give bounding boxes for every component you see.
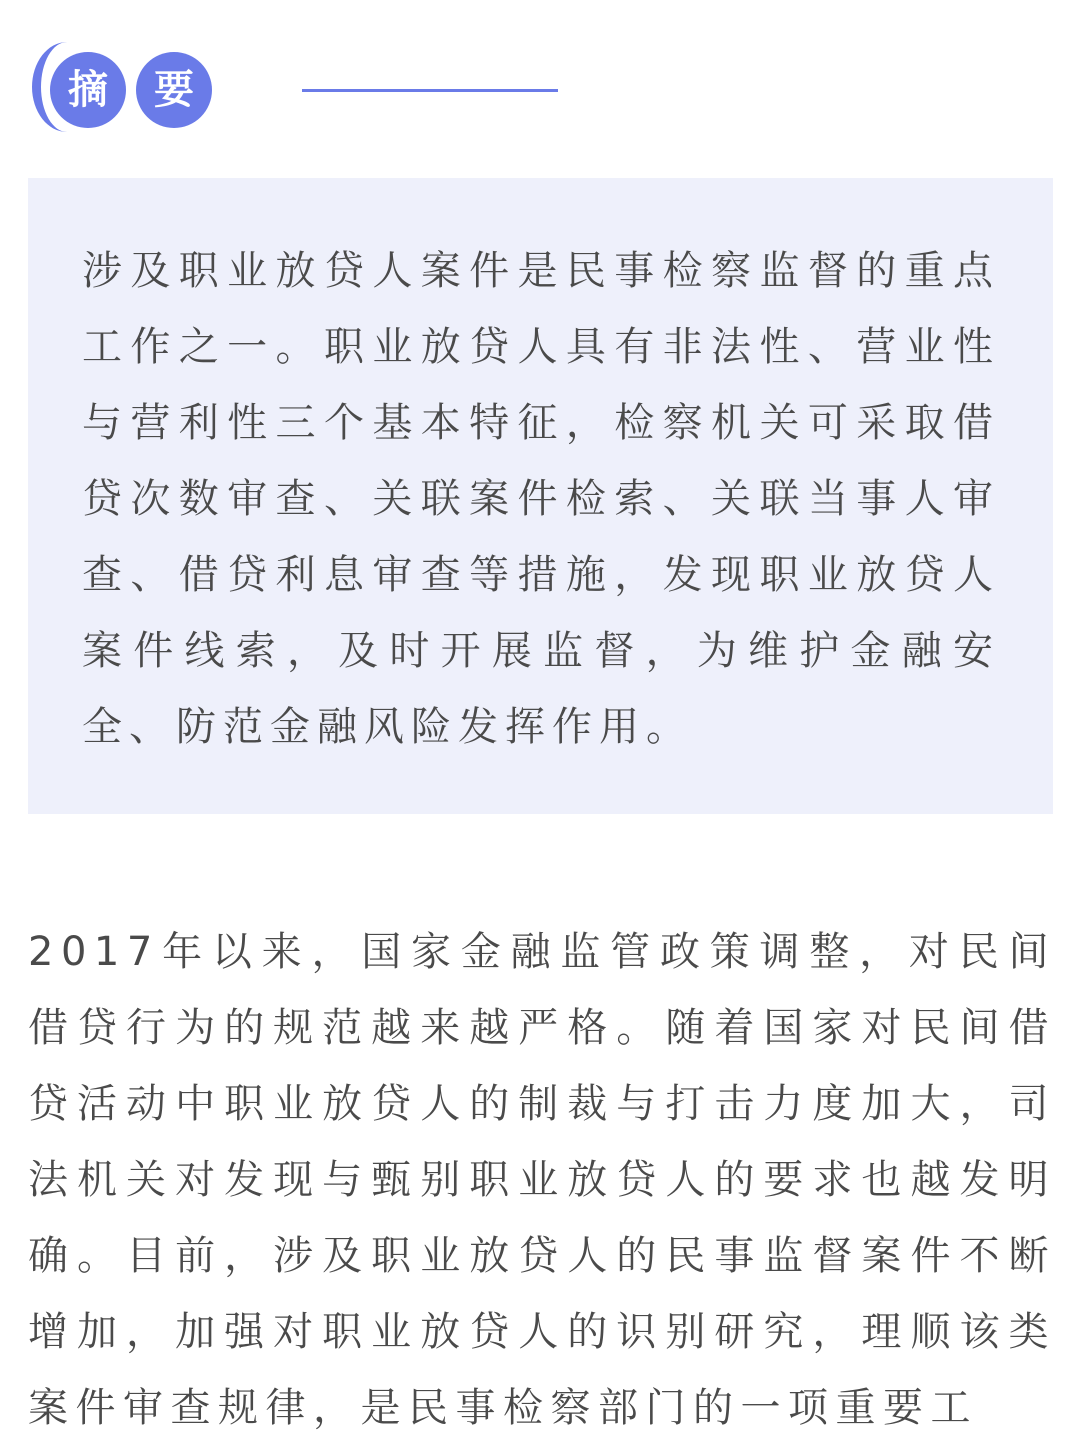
- body-paragraph: 2017年以来，国家金融监管政策调整，对民间借贷行为的规范越来越严格。随着国家对民间借贷活动中职业放贷人的制裁与打击力度加大，司法机关对发现与甄别职业放贷人的要求也越发明确。目前，涉及职业放贷人的民事监督案件不断增加，加强对职业放贷人的识别研究，理顺该类案件审查规律，是民事检察部门的一项重要工: [28, 929, 1056, 1431]
- header-badge-zhai: 摘: [50, 52, 126, 128]
- header-divider-line: [302, 89, 558, 92]
- summary-text: 涉及职业放贷人案件是民事检察监督的重点工作之一。职业放贷人具有非法性、营业性与营利性三个基本特征，检察机关可采取借贷次数审查、关联案件检索、关联当事人审查、借贷利息审查等措施，发现职业放贷人案件线索，及时开展监督，为维护金融安全、防范金融风险发挥作用。: [82, 248, 1000, 750]
- section-header: [0, 0, 1080, 150]
- header-badge-yao: 要: [136, 52, 212, 128]
